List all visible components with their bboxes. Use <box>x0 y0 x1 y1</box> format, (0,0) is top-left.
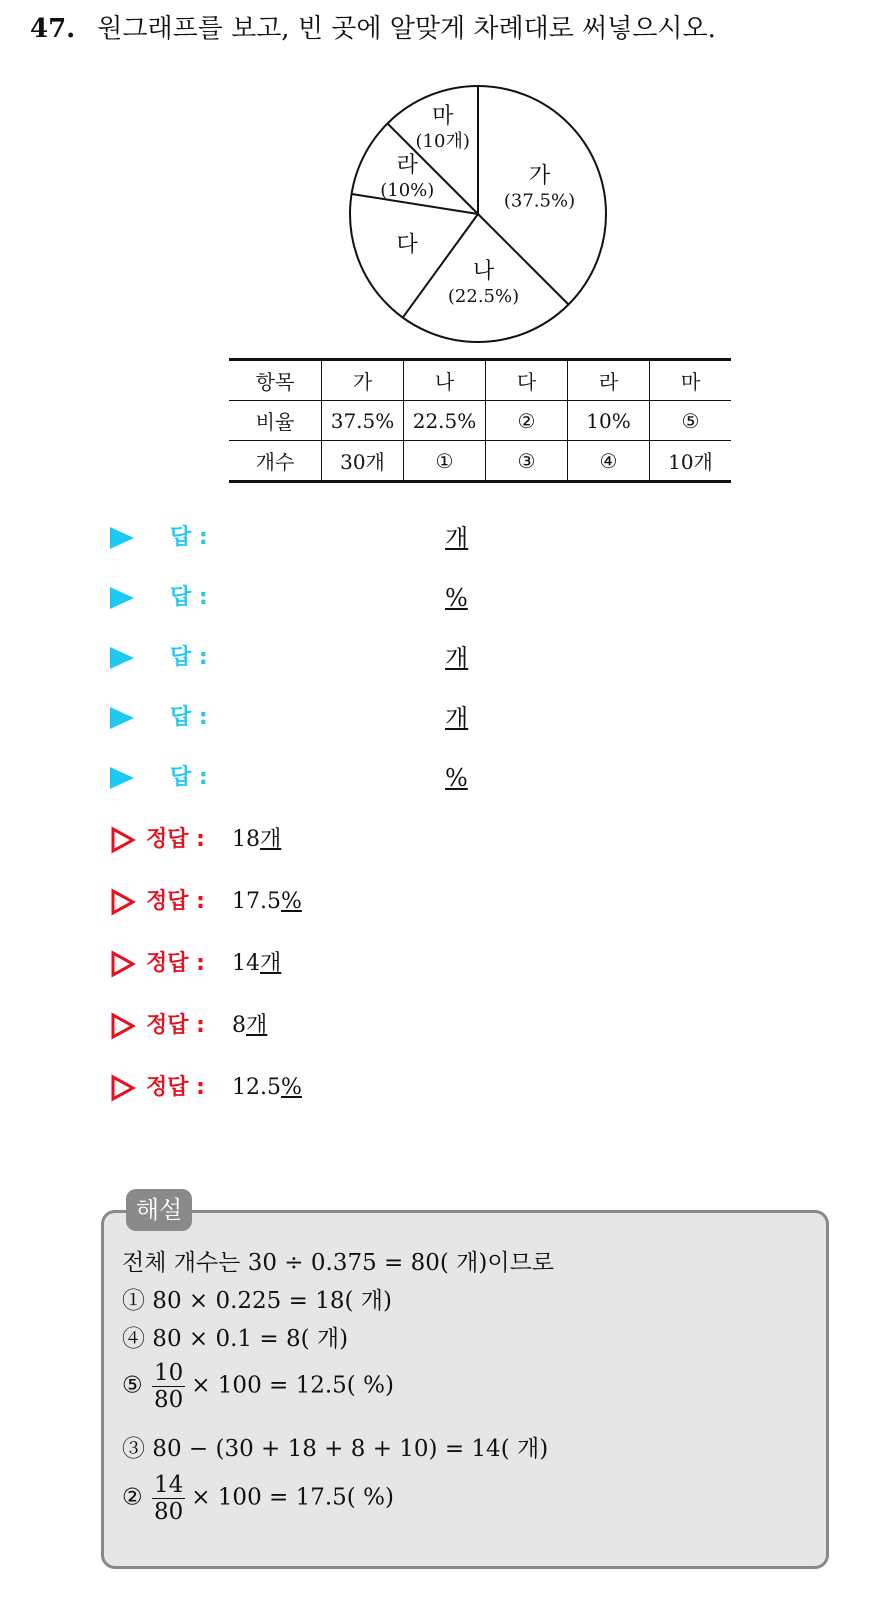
correct-value: 18 <box>232 827 260 852</box>
correct-unit: % <box>280 889 302 914</box>
correct-unit: 개 <box>260 827 282 852</box>
pie-slice-label: 마 <box>432 103 454 129</box>
fraction-numerator: 10 <box>153 1360 184 1386</box>
table-cell: 37.5% <box>322 401 404 441</box>
table-cell: 다 <box>486 360 568 401</box>
table-cell: ④ <box>568 441 650 482</box>
answer-row[interactable] <box>110 760 510 796</box>
outline-triangle-icon <box>110 950 136 978</box>
question-header <box>30 12 716 46</box>
pie-chart <box>340 76 616 352</box>
correct-answer-row <box>110 882 510 922</box>
fraction-denominator: 80 <box>153 1499 184 1525</box>
fraction-denominator: 80 <box>153 1387 184 1413</box>
fraction <box>152 1472 185 1525</box>
correct-label: 정답 : <box>146 1075 205 1100</box>
explanation-line <box>122 1360 394 1413</box>
correct-answer-row <box>110 944 510 984</box>
correct-answer-row <box>110 1006 510 1046</box>
table-cell: 마 <box>650 360 732 401</box>
circled-number: ② <box>122 1484 143 1511</box>
outline-triangle-icon <box>110 888 136 916</box>
pie-slice-label: 다 <box>396 232 418 258</box>
table-row <box>229 441 731 482</box>
correct-label: 정답 : <box>146 889 205 914</box>
play-triangle-icon <box>110 527 134 549</box>
fraction <box>152 1360 185 1413</box>
table-cell: 10% <box>568 401 650 441</box>
outline-triangle-icon <box>110 1012 136 1040</box>
correct-unit: 개 <box>260 951 282 976</box>
answer-unit: % <box>445 764 468 792</box>
question-text: 원그래프를 보고, 빈 곳에 알맞게 차례대로 써넣으시오. <box>97 14 716 44</box>
table-cell: 30개 <box>322 441 404 482</box>
answer-label: 답 : <box>170 705 208 730</box>
correct-value: 14 <box>232 951 260 976</box>
explanation-line: ③ 80 − (30 + 18 + 8 + 10) = 14( 개) <box>122 1436 549 1462</box>
pie-slice-value-label: (10개) <box>415 130 470 152</box>
pie-slice-value-label: (22.5%) <box>447 286 520 308</box>
table-cell: 항목 <box>229 360 322 401</box>
table-row <box>229 401 731 441</box>
table-cell: 가 <box>322 360 404 401</box>
pie-slice-label: 라 <box>396 152 418 178</box>
correct-value: 17.5 <box>232 889 281 914</box>
explanation-line <box>122 1472 394 1525</box>
correct-label: 정답 : <box>146 827 205 852</box>
correct-answer-row <box>110 820 510 860</box>
question-number: 47. <box>30 14 76 44</box>
correct-value: 12.5 <box>232 1075 281 1100</box>
answer-label: 답 : <box>170 585 208 610</box>
correct-answer-row <box>110 1068 510 1108</box>
correct-label: 정답 : <box>146 1013 205 1038</box>
table-cell: 10개 <box>650 441 732 482</box>
table-cell: 22.5% <box>404 401 486 441</box>
expression-rest: × 100 = 17.5( %) <box>191 1484 394 1511</box>
answer-unit: % <box>445 584 468 612</box>
table-header-row <box>229 360 731 401</box>
answer-unit: 개 <box>445 644 469 672</box>
table-cell: 라 <box>568 360 650 401</box>
play-triangle-icon <box>110 707 134 729</box>
explanation-line: 전체 개수는 30 ÷ 0.375 = 80( 개)이므로 <box>122 1250 555 1276</box>
answer-row[interactable] <box>110 520 510 556</box>
answer-label: 답 : <box>170 765 208 790</box>
play-triangle-icon <box>110 767 134 789</box>
play-triangle-icon <box>110 587 134 609</box>
correct-value: 8 <box>232 1013 246 1038</box>
pie-slice-label: 나 <box>472 259 495 285</box>
table-cell: ① <box>404 441 486 482</box>
table-cell: 나 <box>404 360 486 401</box>
correct-unit: % <box>280 1075 302 1100</box>
play-triangle-icon <box>110 647 134 669</box>
table-cell: ③ <box>486 441 568 482</box>
expression-rest: × 100 = 12.5( %) <box>191 1372 394 1399</box>
answer-unit: 개 <box>445 524 469 552</box>
pie-slice-value-label: (37.5%) <box>503 190 576 212</box>
answer-label: 답 : <box>170 645 208 670</box>
answer-row[interactable] <box>110 640 510 676</box>
answer-row[interactable] <box>110 700 510 736</box>
data-table <box>229 358 731 483</box>
pie-slice-label: 가 <box>528 163 551 189</box>
explanation-line: ④ 80 × 0.1 = 8( 개) <box>122 1326 349 1352</box>
table-cell: 비율 <box>229 401 322 441</box>
table-cell: ⑤ <box>650 401 732 441</box>
circled-number: ⑤ <box>122 1372 143 1399</box>
correct-label: 정답 : <box>146 951 205 976</box>
outline-triangle-icon <box>110 1074 136 1102</box>
answer-row[interactable] <box>110 580 510 616</box>
answer-unit: 개 <box>445 704 469 732</box>
explanation-line: ① 80 × 0.225 = 18( 개) <box>122 1288 392 1314</box>
table-cell: ② <box>486 401 568 441</box>
table-cell: 개수 <box>229 441 322 482</box>
answer-label: 답 : <box>170 525 208 550</box>
correct-unit: 개 <box>246 1013 268 1038</box>
pie-slice-value-label: (10%) <box>380 179 435 201</box>
outline-triangle-icon <box>110 826 136 854</box>
explanation-tag: 해설 <box>126 1189 192 1231</box>
fraction-numerator: 14 <box>153 1472 184 1498</box>
